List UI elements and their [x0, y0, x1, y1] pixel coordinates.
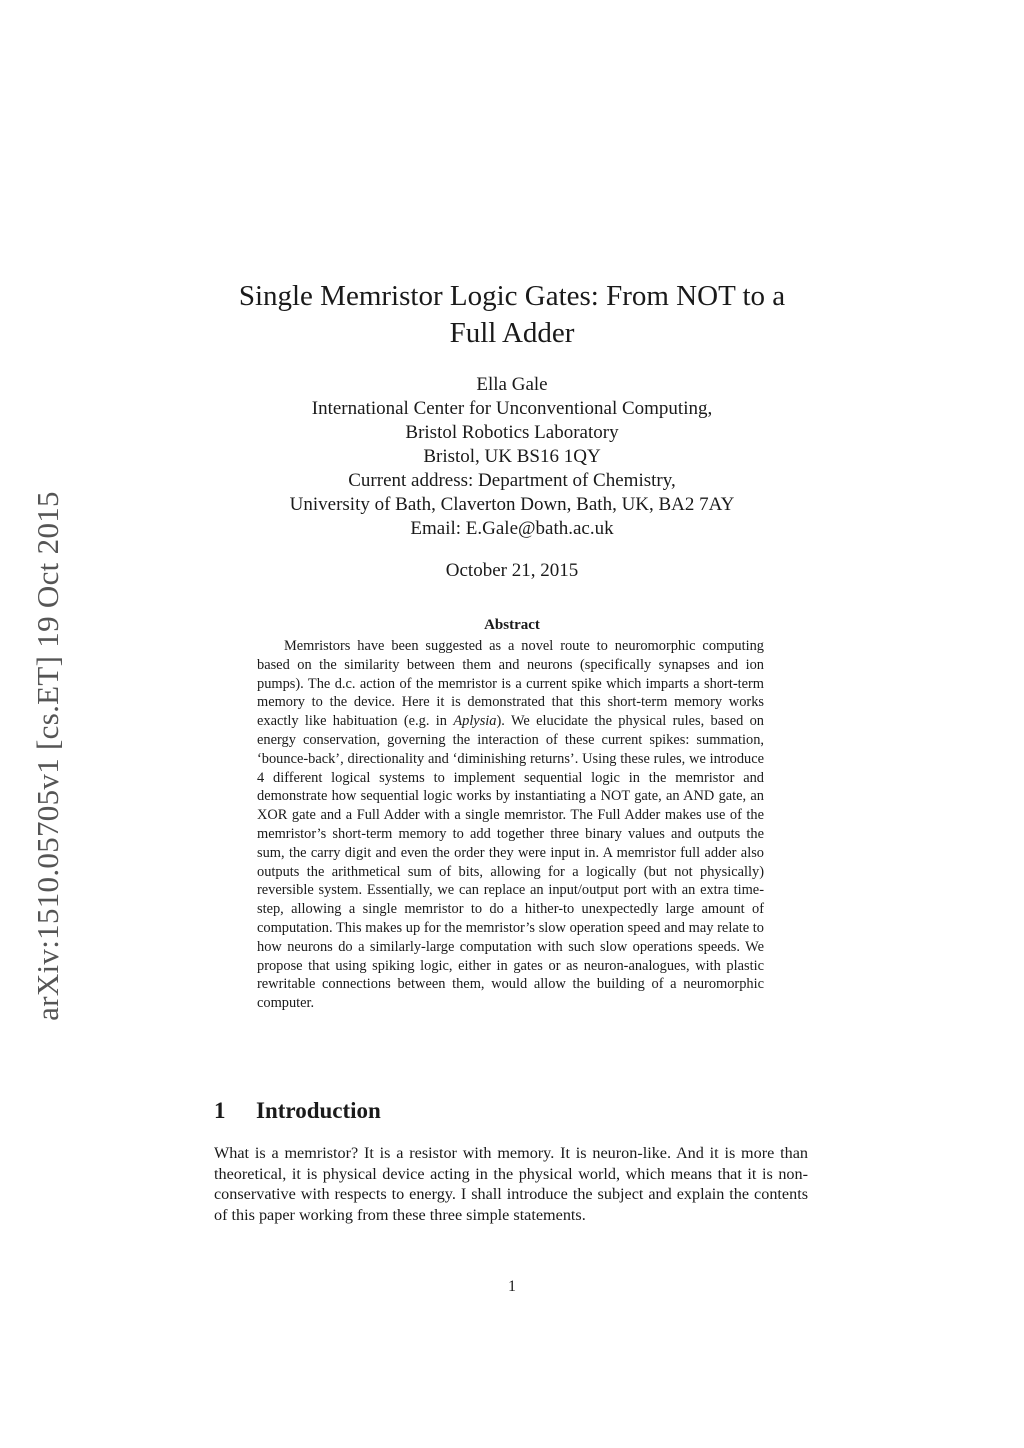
affiliation-line: Bristol Robotics Laboratory	[405, 422, 619, 443]
affiliation-line: International Center for Unconventional Computing,	[311, 398, 713, 419]
author-block	[212, 373, 812, 541]
abstract-italic-term: Aplysia	[453, 713, 497, 730]
arxiv-sidebar-stamp	[28, 457, 68, 1055]
abstract-heading: Abstract	[484, 617, 540, 633]
abstract-text-part: ). We elucidate the physical rules, based on energy conservation, governing the interaction of these current spikes: summation, ‘bounce-back’, directionality and ‘diminishing returns’. Using these rules, we introduce 4 different logical systems to implement sequential logic in the memristor and demonstrate how sequential logic works by instantiating a NOT gate, an AND gate, an XOR gate and a Full Adder with a single memristor. The Full Adder makes use of the memristor’s short-term memory to add together three binary values and outputs the sum, the carry digit and even the order they were input in. A memristor full adder also outputs the arithmetical sum of bits, allowing for a logically (but not physically) reversible system. Essentially, we can replace an input/output port with an extra time-step, allowing a single memristor to do a hither-to unexpectedly large amount of computation. This makes up for the memristor’s slow operation speed and may relate to how neurons do a similarly-large computation with such slow operations speeds. We propose that using spiking logic, either in gates or as neuron-analogues, with plastic rewritable connections between them, would allow the building of a neuromorphic computer.	[257, 713, 764, 1012]
page-number: 1	[508, 1278, 516, 1295]
author-name: Ella Gale	[476, 374, 548, 395]
paper-date: October 21, 2015	[445, 560, 579, 581]
current-address-line: University of Bath, Claverton Down, Bath, UK, BA2 7AY	[289, 494, 735, 515]
abstract-text	[257, 637, 764, 1013]
affiliation-line: Bristol, UK BS16 1QY	[423, 446, 601, 467]
section-heading	[214, 1098, 814, 1124]
arxiv-identifier: arXiv:1510.05705v1 [cs.ET] 19 Oct 2015	[30, 491, 66, 1021]
abstract-text-part: Memristors have been suggested as a novel route to neuromorphic computing based on the similarity between them and neurons (specifically synapses and ion pumps). The d.c. action of the memristor is a current spike which imparts a short-term memory to the device. Here it is demonstrated that this short-term memory works exactly like habituation (e.g. in	[257, 638, 764, 730]
paper-title: Single Memristor Logic Gates: From NOT to a Full Adder	[238, 280, 786, 349]
section-number: 1	[214, 1098, 226, 1123]
introduction-paragraph: What is a memristor? It is a resistor with memory. It is neuron-like. And it is more than theoretical, it is physical device acting in the physical world, which means that it is non-conservative with respects to energy. I shall introduce the subject and explain the contents of this paper working from these three simple statements.	[214, 1144, 808, 1224]
current-address-line: Current address: Department of Chemistry,	[348, 470, 676, 491]
author-email: Email: E.Gale@bath.ac.uk	[410, 518, 614, 539]
section-title: Introduction	[256, 1098, 381, 1123]
